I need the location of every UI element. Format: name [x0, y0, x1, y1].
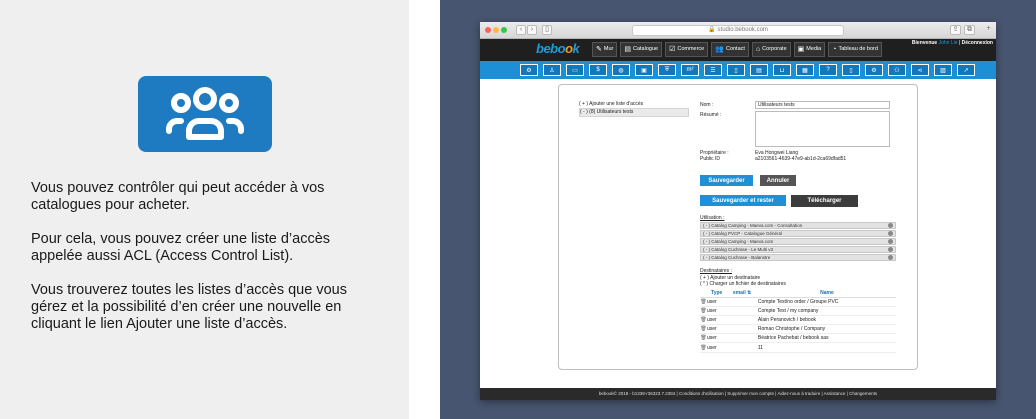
- contact-icon: 👥: [715, 46, 724, 53]
- usage-row-text: ( - ) Catalog Cuchrase - Balanstre: [703, 255, 771, 260]
- media-icon: ▣: [797, 46, 805, 53]
- settings-icon[interactable]: ⚙: [520, 64, 538, 76]
- nav-contact[interactable]: [711, 42, 749, 57]
- public-id-value: a2103561-4639-47e9-ab1d-2ca69dfad51: [755, 156, 847, 162]
- usage-row-text: ( - ) Catalog Cuchrase - Le Multi v3: [703, 247, 774, 252]
- logo-part-2: o: [565, 41, 573, 56]
- nav-label: Media: [806, 46, 822, 52]
- header-spacer: [700, 289, 707, 297]
- url-bar[interactable]: [632, 25, 844, 36]
- user-icon[interactable]: ♙: [543, 64, 561, 76]
- resume-textarea[interactable]: [755, 111, 890, 147]
- logo-part-1: bebo: [536, 41, 566, 56]
- nav-label: Corporate: [762, 46, 787, 52]
- cell-email: [726, 315, 758, 324]
- group-icon[interactable]: ⚇: [888, 64, 906, 76]
- cell-type: user: [707, 343, 726, 352]
- resume-label: Résumé :: [700, 112, 722, 118]
- trash-icon[interactable]: 🗑: [700, 307, 707, 314]
- edit-icon: ✎: [596, 46, 602, 53]
- paragraph-3: Vous trouverez toutes les listes d’accès que vous gérez et la possibilité d’en créer une nouvelle en cliquant le lien Ajouter une liste d’accès.: [31, 282, 347, 332]
- cell-name: Compte Test / my company: [758, 306, 896, 315]
- remove-icon[interactable]: [888, 239, 893, 244]
- acl-editor-card: [558, 84, 918, 370]
- usage-title: Utilisation :: [700, 215, 725, 221]
- nav-label: Catalogue: [632, 46, 659, 52]
- nav-label: Contact: [725, 46, 745, 52]
- close-window-icon[interactable]: [485, 27, 491, 33]
- remove-icon[interactable]: [888, 255, 893, 260]
- external-link-icon[interactable]: ↗: [957, 64, 975, 76]
- app-header: [480, 39, 996, 61]
- usage-row-text: ( - ) Catalog Camping - Maeva.com - Consultation: [703, 223, 803, 228]
- nav-dashboard[interactable]: [828, 42, 882, 57]
- logo-part-3: k: [572, 41, 580, 56]
- usage-row[interactable]: [700, 238, 896, 245]
- cell-type: user: [707, 306, 726, 315]
- trash-icon[interactable]: 🗑: [700, 335, 707, 342]
- usage-row-text: ( - ) Catalog Camping - Maeva.com: [703, 239, 774, 244]
- paragraph-2: Pour cela, vous pouvez créer une liste d’accès appelée aussi ACL (Access Control List).: [31, 231, 331, 264]
- main-nav: [592, 42, 882, 57]
- owner-value: Eva Hongwei Liang: [755, 150, 799, 156]
- recipients-title: Destinataires :: [700, 268, 732, 274]
- paragraph-1: Vous pouvez contrôler qui peut accéder à vos catalogues pour acheter.: [31, 180, 325, 213]
- tabs-icon[interactable]: ⧉: [964, 25, 975, 35]
- nav-corporate[interactable]: [752, 42, 791, 57]
- load-recipients-link[interactable]: ( * ) Charger un fichier de destinataires: [700, 281, 786, 287]
- table-row[interactable]: [700, 315, 896, 324]
- cell-email: [726, 297, 758, 306]
- list-icon[interactable]: ☰: [704, 64, 722, 76]
- browser-window: [480, 22, 996, 400]
- dashboard-icon: ◔: [832, 46, 837, 53]
- browser-chrome: [480, 22, 996, 39]
- table-row[interactable]: [700, 306, 896, 315]
- document-icon[interactable]: ▯: [727, 64, 745, 76]
- nav-mur[interactable]: [592, 42, 617, 57]
- trash-icon[interactable]: 🗑: [700, 298, 707, 305]
- remove-icon[interactable]: [888, 247, 893, 252]
- app-footer: bebook© 2018 - b1338-r36323.7.2384 | Conditions d'utilisation | Supprimer mon compte | Aidez-nous à traduire | Assistance | Changements: [480, 388, 996, 400]
- save-stay-button[interactable]: Sauvegarder et rester: [700, 195, 786, 206]
- remove-icon[interactable]: [888, 223, 893, 228]
- image-icon[interactable]: ▨: [934, 64, 952, 76]
- cell-name: 11: [758, 343, 896, 352]
- corporate-icon: ⌂: [755, 46, 761, 53]
- module-toolbar: [480, 61, 996, 79]
- lock-icon: 🔒: [708, 27, 716, 33]
- name-label: Nom :: [700, 102, 714, 108]
- table-row[interactable]: [700, 343, 896, 352]
- user-group-icon: [138, 76, 272, 152]
- remove-icon[interactable]: [888, 231, 893, 236]
- header-type[interactable]: Type: [707, 289, 726, 297]
- save-button[interactable]: Sauvegarder: [700, 175, 753, 186]
- forward-icon[interactable]: ›: [527, 25, 537, 35]
- maximize-window-icon[interactable]: [501, 27, 507, 33]
- cell-email: [726, 325, 758, 334]
- user-area: Bienvenue John Lie | Déconnexion: [911, 40, 993, 46]
- usage-row[interactable]: [700, 246, 896, 253]
- shield-icon[interactable]: ⛨: [658, 64, 676, 76]
- nav-label: Mur: [603, 46, 614, 52]
- usage-row-text: ( - ) Catalog PVCP - Catalogue Général: [703, 231, 782, 236]
- new-tab-icon[interactable]: +: [986, 25, 991, 32]
- right-panel: [440, 0, 1036, 419]
- catalog-icon: ▤: [624, 46, 631, 53]
- gears-icon[interactable]: ⚙: [865, 64, 883, 76]
- add-acl-link[interactable]: ( + ) Ajouter une liste d'accès: [579, 101, 644, 107]
- name-input[interactable]: Utilisateurs tests: [755, 101, 890, 109]
- back-icon[interactable]: ‹: [516, 25, 526, 35]
- logout-link[interactable]: Déconnexion: [961, 40, 993, 46]
- table-header-row: [700, 289, 896, 297]
- table-icon[interactable]: ▦: [796, 64, 814, 76]
- trash-icon[interactable]: 🗑: [700, 326, 707, 333]
- page-icon[interactable]: ▯: [842, 64, 860, 76]
- recipient-actions: [700, 275, 786, 287]
- commerce-icon: ☑: [669, 46, 676, 53]
- user-name-link[interactable]: John Lie: [938, 40, 958, 46]
- header-name[interactable]: Name: [758, 289, 896, 297]
- globe-icon[interactable]: ◍: [612, 64, 630, 76]
- cell-type: user: [707, 325, 726, 334]
- cell-type: user: [707, 297, 726, 306]
- cell-name: Béatrice Pachebat / bebook sas: [758, 334, 896, 343]
- area-icon[interactable]: m²: [681, 64, 699, 76]
- usage-list: [700, 222, 896, 262]
- table-row[interactable]: [700, 297, 896, 306]
- sidebar-icon[interactable]: ▯: [542, 25, 552, 35]
- file-icon[interactable]: ▤: [750, 64, 768, 76]
- acl-list: [579, 101, 689, 117]
- cell-name: Alain Peranovich / bebook: [758, 315, 896, 324]
- cell-name: Compte Test/no order / Groupe PVC: [758, 297, 896, 306]
- nav-commerce[interactable]: [665, 42, 708, 57]
- recipients-table: [700, 289, 896, 353]
- cell-type: user: [707, 334, 726, 343]
- nav-label: Commerce: [677, 46, 705, 52]
- trash-icon[interactable]: 🗑: [700, 316, 707, 323]
- currency-icon[interactable]: $: [589, 64, 607, 76]
- header-email[interactable]: email ⇅: [726, 289, 758, 297]
- welcome-text: Bienvenue: [911, 40, 938, 46]
- nav-media[interactable]: [794, 42, 826, 57]
- archive-icon[interactable]: ▭: [566, 64, 584, 76]
- nav-catalogue[interactable]: [620, 42, 662, 57]
- usage-row[interactable]: [700, 230, 896, 237]
- bebook-logo[interactable]: [536, 41, 579, 56]
- cell-email: [726, 343, 758, 352]
- url-text: studio.bebook.com: [717, 27, 768, 33]
- download-button[interactable]: Télécharger: [791, 195, 858, 207]
- cell-name: Romao Christophe / Company: [758, 325, 896, 334]
- usage-row[interactable]: [700, 254, 896, 261]
- table-row[interactable]: [700, 334, 896, 343]
- acl-list-item[interactable]: ( - ) (8) Utilisateurs tests: [579, 108, 689, 117]
- public-id-label: Public ID: [700, 156, 721, 162]
- minimize-window-icon[interactable]: [493, 27, 499, 33]
- table-row[interactable]: [700, 325, 896, 334]
- cell-type: user: [707, 315, 726, 324]
- cell-email: [726, 306, 758, 315]
- share-icon[interactable]: ⇪: [950, 25, 961, 35]
- owner-label: Propriétaire :: [700, 150, 729, 156]
- help-icon[interactable]: ?: [819, 64, 837, 76]
- nav-label: Tableau de bord: [838, 46, 878, 52]
- explanation-text: [31, 180, 381, 350]
- money-icon[interactable]: ▣: [635, 64, 653, 76]
- add-recipient-link[interactable]: ( + ) Ajouter un destinataire: [700, 275, 761, 281]
- usage-row[interactable]: [700, 222, 896, 229]
- cancel-button[interactable]: Annuler: [760, 175, 796, 186]
- left-panel: [0, 0, 409, 419]
- basket-icon[interactable]: ⊔: [773, 64, 791, 76]
- cell-email: [726, 334, 758, 343]
- trash-icon[interactable]: 🗑: [700, 344, 707, 351]
- share-nodes-icon[interactable]: ⋖: [911, 64, 929, 76]
